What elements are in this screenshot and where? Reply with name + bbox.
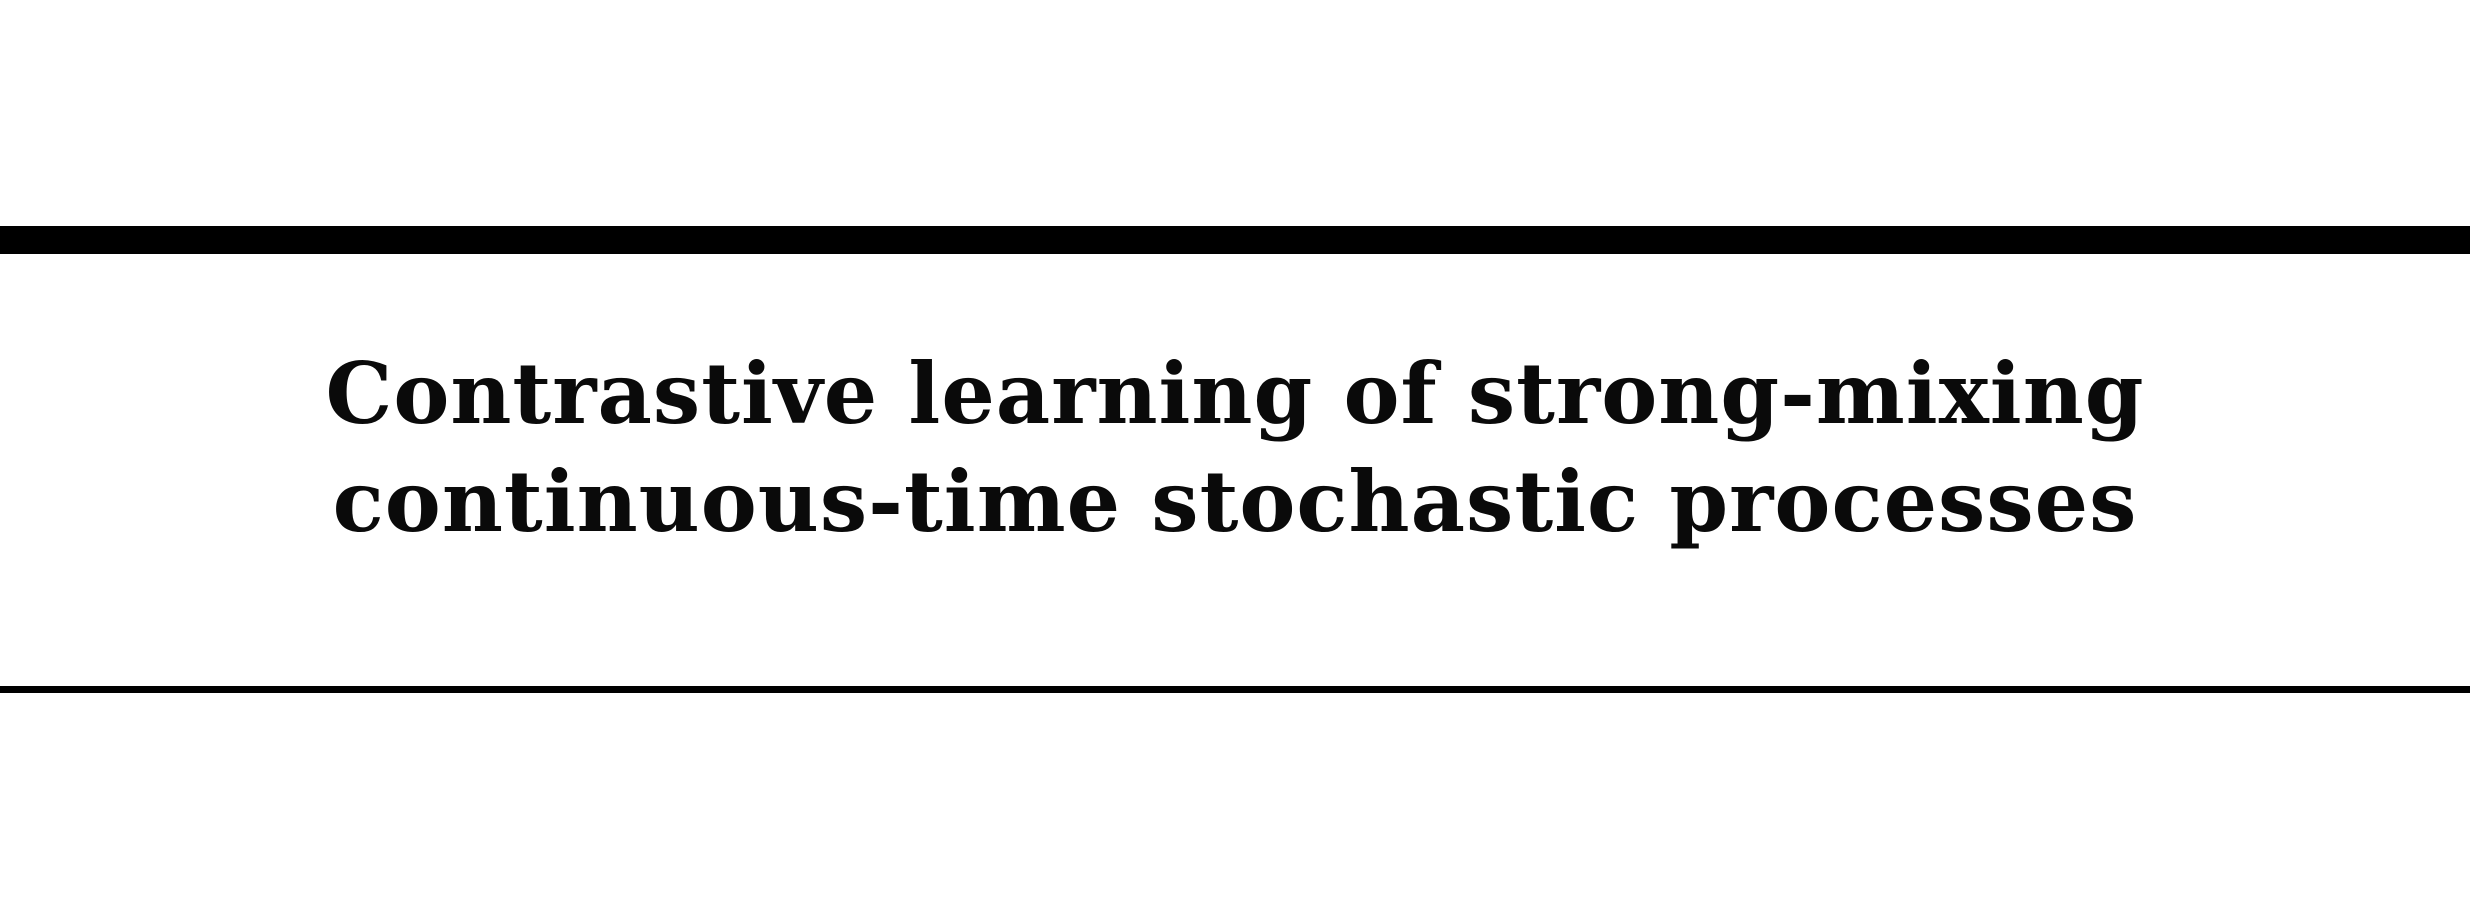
- paper-title-line-1: Contrastive learning of strong-mixing: [325, 344, 2145, 443]
- paper-title-line-2: continuous-time stochastic processes: [332, 452, 2138, 551]
- title-bottom-rule: [0, 686, 2470, 693]
- title-top-rule: [0, 226, 2470, 254]
- paper-title: [0, 340, 2470, 556]
